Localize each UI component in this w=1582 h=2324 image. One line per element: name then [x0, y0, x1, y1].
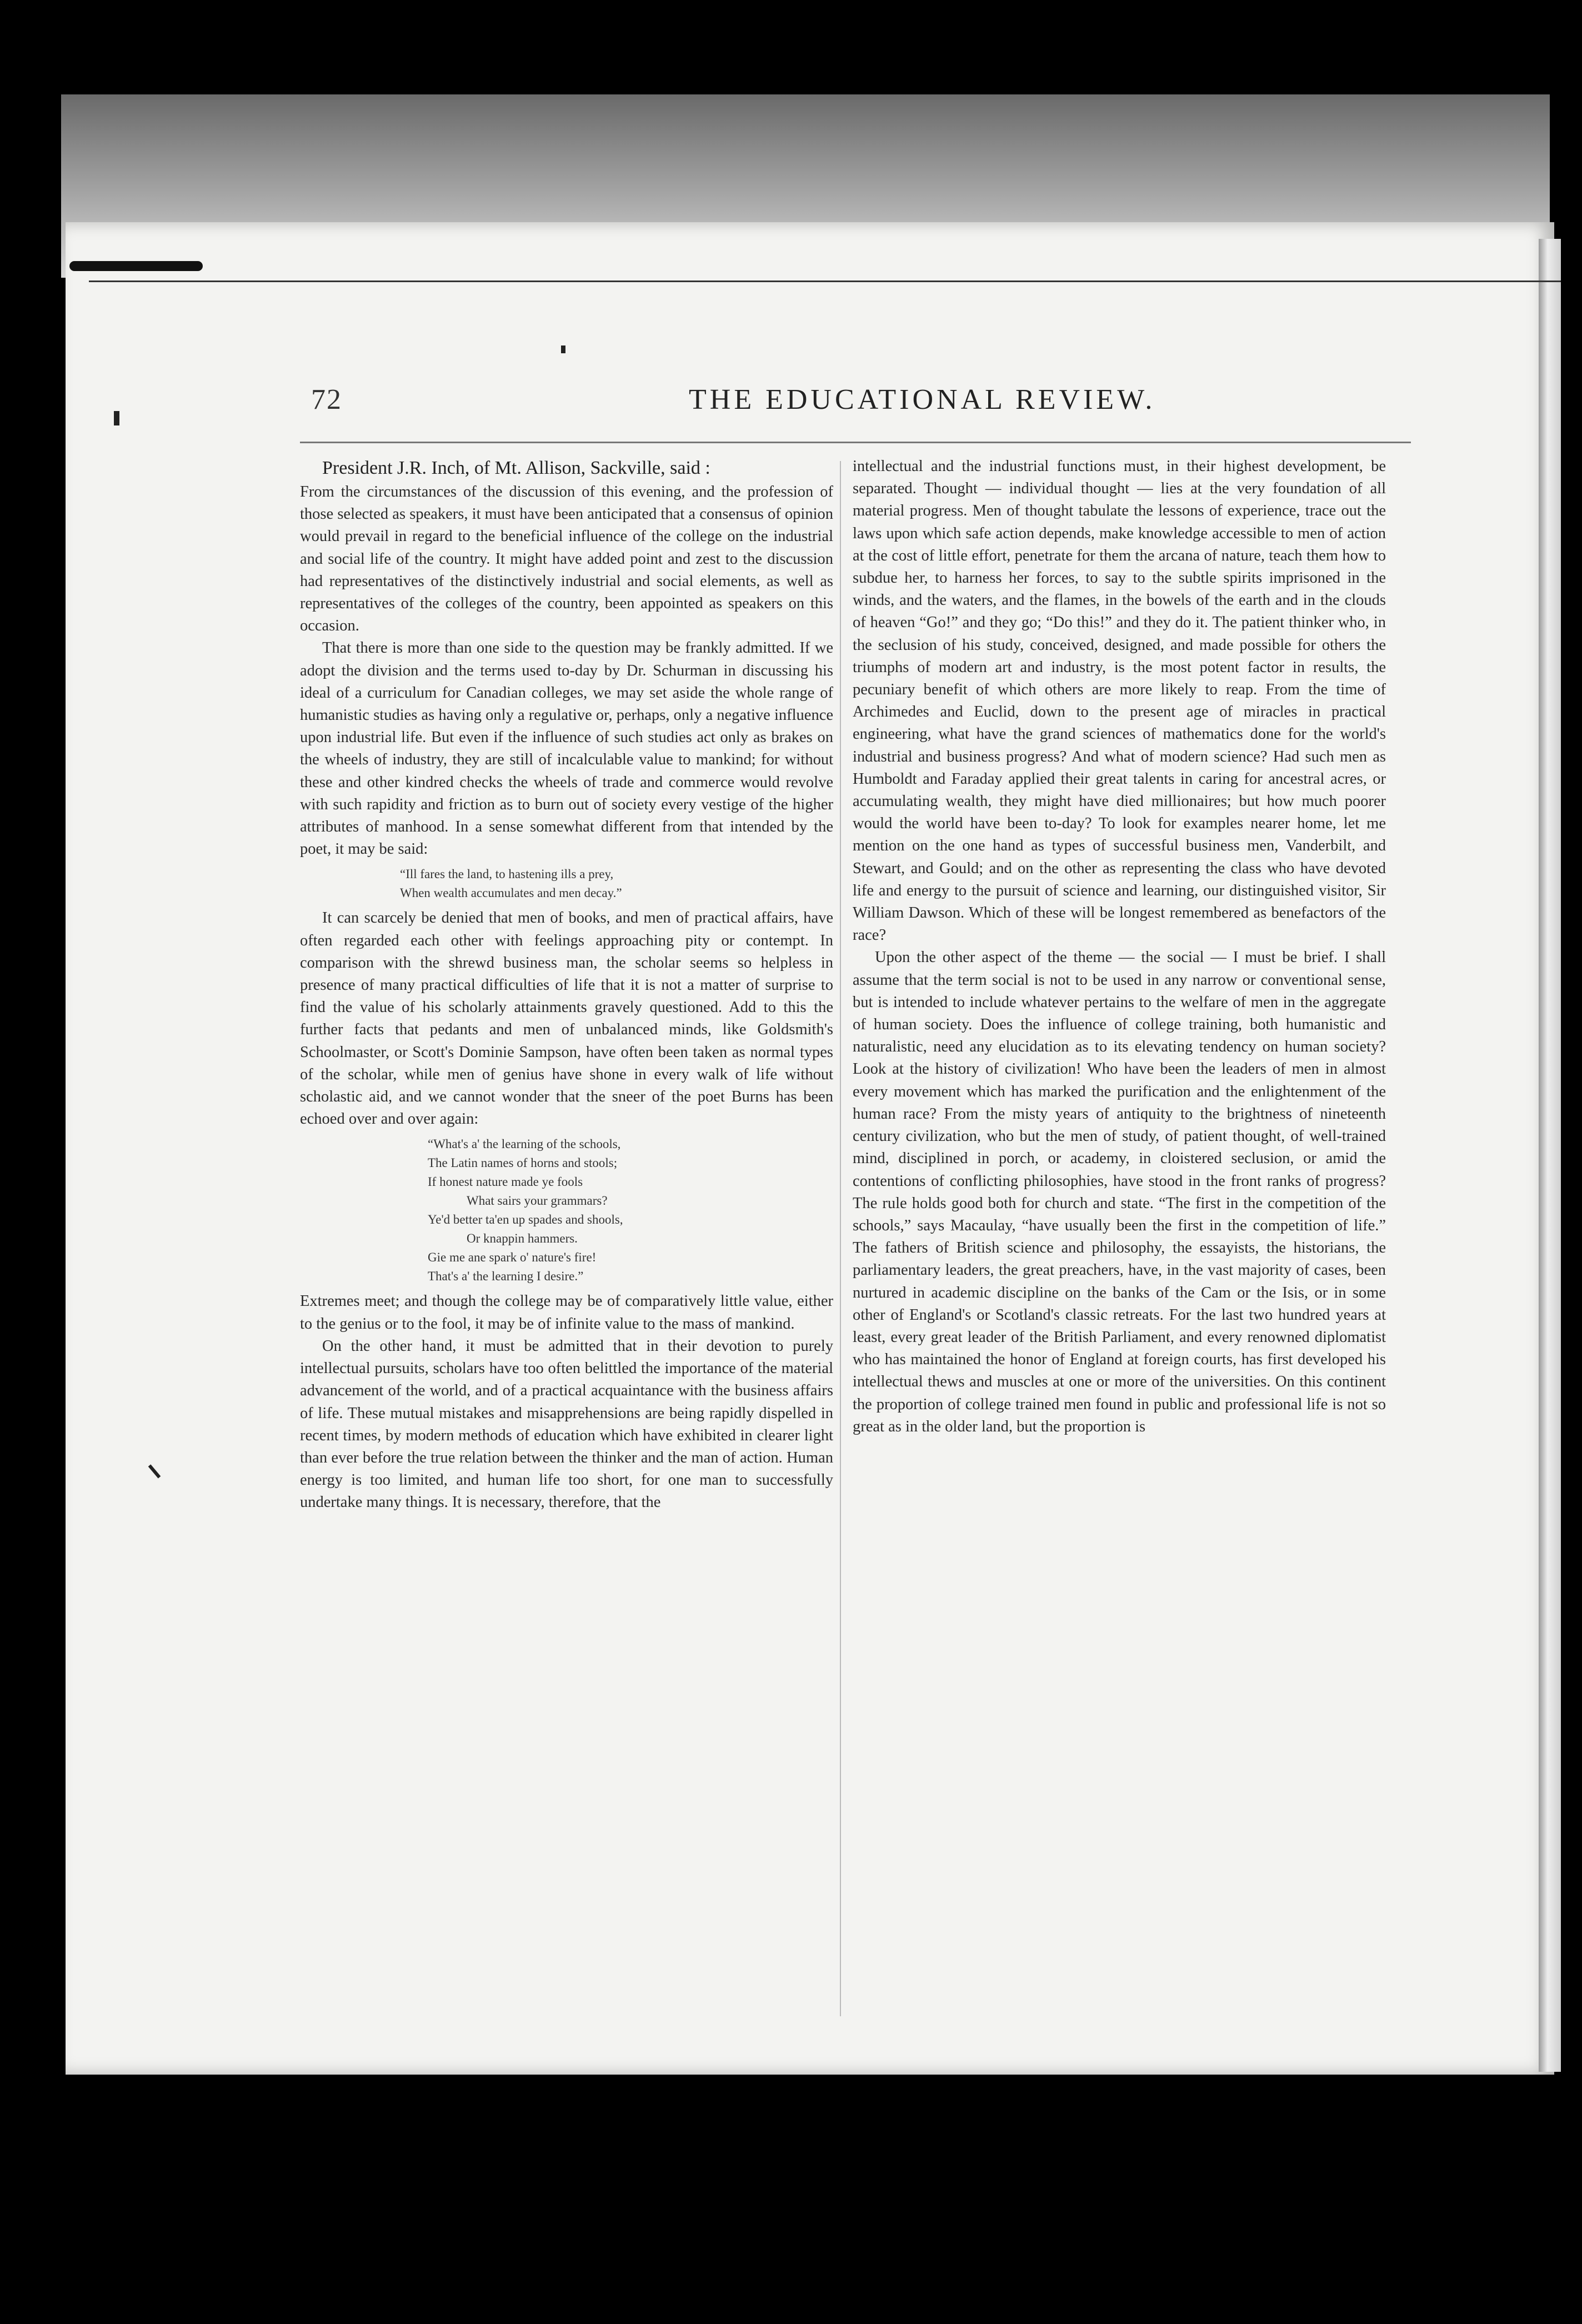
scan-speck — [561, 345, 565, 353]
paragraph: intellectual and the industrial functions must, in their highest development, be separated. Thought — individual thought — lies at the very foundation of all material progress. Men of thought tabulate the lessons of experience, trace out the laws upon which safe action depends, make knowledge accessible to men of action at the cost of little effort, penetrate for them the arcana of nature, teach them how to subdue her, to harness her forces, to say to the subtle spirits imprisoned in the winds, and the waters, and the flames, in the bowels of the earth and in the clouds of heaven “Go!” and they go; “Do this!” and they do it. The patient thinker who, in the seclusion of his study, conceived, designed, and made possible for others the triumphs of modern art and industry, is the most potent factor in results, the pecuniary benefit of which others are more likely to reap. From the time of Archimedes and Euclid, down to the present age of miracles in practical engineering, what have the grand sciences of mathematics done for the world's industrial and business progress? And what of modern science? Had such men as Humboldt and Faraday applied their great talents in caring for ancestral acres, or accumulating wealth, they might have died millionaires; but how much poorer would the world have been to-day? To look for examples nearer home, let me mention on the one hand as types of successful business men, Vanderbilt, and Stewart, and Gould; and on the other as representing the class who have devoted life and energy to the pursuit of science and learning, our distinguished visitor, Sir William Dawson. Which of these will be longest remembered as benefactors of the race? — [853, 458, 1386, 944]
quote-line: That's a' the learning I desire.” — [428, 1269, 584, 1284]
binding-mark — [69, 261, 203, 271]
quote-line: The Latin names of horns and stools; — [428, 1156, 618, 1170]
paragraph: On the other hand, it must be admitted that in their devotion to purely intellectual pursuits, scholars have too often belittled the importance of the material advancement of the world, and of a practical acquaintance with the business affairs of life. These mutual mistakes and misapprehensions are being rapidly dispelled in recent times, by modern methods of education which have exhibited in clearer light than ever before the true relation between the thinker and the man of action. Human energy is too limited, and human life too short, for one man to successfully undertake many things. It is necessary, therefore, that the — [300, 1337, 833, 1511]
speaker-heading: President J.R. Inch, of Mt. Allison, Sackville, said : — [322, 458, 710, 478]
burns-quote — [300, 1135, 833, 1286]
page-number: 72 — [311, 384, 342, 415]
quote-line: What sairs your grammars? — [467, 1194, 608, 1208]
left-column — [300, 455, 833, 1514]
quote-line: Ye'd better ta'en up spades and shools, — [428, 1213, 623, 1227]
header-rule — [300, 442, 1411, 443]
goldsmith-quote — [300, 865, 833, 903]
paragraph: That there is more than one side to the question may be frankly admitted. If we adopt the division and the terms used to-day by Dr. Schurman in discussing his ideal of a curriculum for Canadian colleges, we may set aside the whole range of humanistic studies as having only a regulative or, perhaps, only a negative influence upon industrial life. But even if the influence of such studies act only as brakes on the wheels of industry, they are still of incalculable value to mankind; for without these and other kindred checks the wheels of trade and commerce would revolve with such rapidity and friction as to burn out of society every vestige of the higher attributes of manhood. In a sense somewhat different from that intended by the poet, it may be said: — [300, 639, 833, 858]
quote-line: If honest nature made ye fools — [428, 1175, 583, 1189]
running-title: THE EDUCATIONAL REVIEW. — [689, 384, 1156, 415]
quote-line: Gie me ane spark o' nature's fire! — [428, 1250, 597, 1265]
quote-line: Or knappin hammers. — [467, 1231, 578, 1246]
paragraph: Extremes meet; and though the college may be of comparatively little value, either to the genius or to the fool, it may be of infinite value to the mass of mankind. — [300, 1293, 833, 1333]
paragraph: Upon the other aspect of the theme — the social — I must be brief. I shall assume that the term social is not to be used in any narrow or conventional sense, but is intended to include whatever pertains to the welfare of men in the aggregate of human society. Does the influence of college training, both humanistic and naturalistic, need any elucidation as to its elevating tendency on human society? Look at the history of civilization! Who have been the leaders of men in almost every movement which has marked the purification and the enlightenment of the human race? From the misty years of antiquity to the brightness of nineteenth century civilization, who but the men of study, of patient thought, of well-trained mind, disciplined in porch, or academy, in cloistered seclusion, or amid the contentions of conflicting philosophies, have stood in the front ranks of progress? The rule holds good both for church and state. “The first in the competition of the schools,” says Macaulay, “have usually been the first in the competition of life.” The fathers of British science and philosophy, the essayists, the historians, the parliamentary leaders, the great preachers, have, in the vast majority of cases, been nurtured in academic discipline on the banks of the Cam or the Isis, or in some other of England's or Scotland's classic retreats. For the last two hundred years at least, every great leader of the British Parliament, and every renowned diplomatist who has maintained the honor of England at foreign courts, has first developed his intellectual thews and muscles at one or more of the universities. On this continent the proportion of college trained men found in public and professional life is not so great as in the older land, but the proportion is — [853, 949, 1386, 1435]
right-column — [853, 455, 1386, 1438]
quote-line: When wealth accumulates and men decay.” — [400, 886, 622, 900]
column-divider — [840, 461, 841, 2016]
page-header — [311, 383, 1422, 428]
page-edge — [1539, 239, 1561, 2072]
scan-speck — [114, 411, 119, 425]
quote-line: “Ill fares the land, to hastening ills a prey, — [400, 867, 614, 881]
paragraph: It can scarcely be denied that men of books, and men of practical affairs, have often regarded each other with feelings approaching pity or contempt. In comparison with the shrewd business man, the scholar seems so helpless in presence of many practical difficulties of life that it is not a matter of surprise to find the value of his scholarly attainments gravely questioned. Add to this the further facts that pedants and men of unbalanced minds, like Goldsmith's Schoolmaster, or Scott's Dominie Sampson, have often been taken as normal types of the scholar, while men of genius have shone in every walk of life without scholastic aid, and we cannot wonder that the sneer of the poet Burns has been echoed over and over again: — [300, 909, 833, 1128]
quote-line: “What's a' the learning of the schools, — [428, 1137, 621, 1151]
binding-rule — [89, 281, 1561, 282]
paragraph: From the circumstances of the discussion of this evening, and the profession of those selected as speakers, it must have been anticipated that a consensus of opinion would prevail in regard to the beneficial influence of the college on the industrial and social life of the country. It might have added point and zest to the discussion had representatives of the distinctively industrial and social elements, as well as representatives of the colleges of the country, been appointed as speakers on this occasion. — [300, 483, 833, 635]
